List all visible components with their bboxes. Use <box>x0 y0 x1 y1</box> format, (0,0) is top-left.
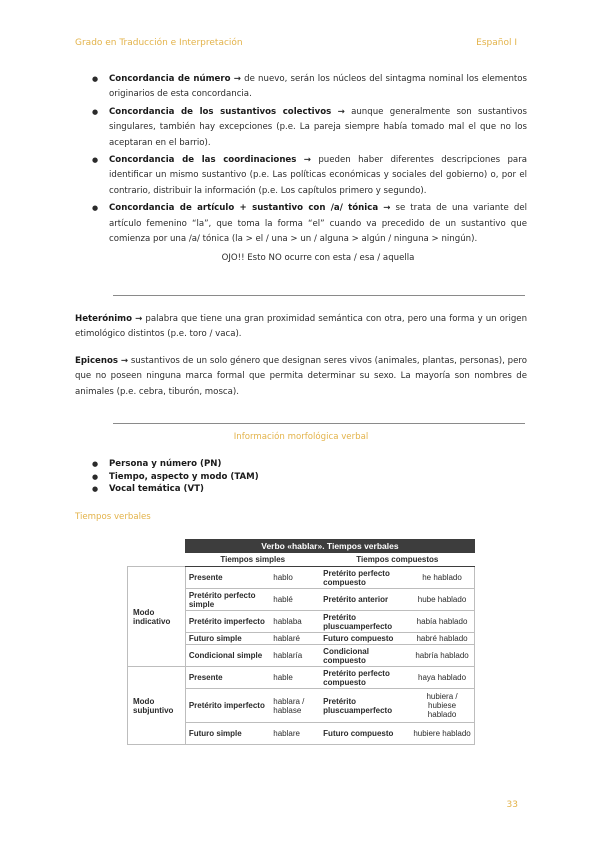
info-list-container <box>75 458 527 496</box>
info-list <box>75 458 527 496</box>
mode-subjuntivo: Modo subjuntivo <box>128 667 186 745</box>
concordancia-list <box>75 72 527 247</box>
col-header-compuestos: Tiempos compuestos <box>320 553 474 567</box>
table-row: Pretérito imperfecto hablara / hablase Pretérito pluscuamperfecto hubiera / hubiese hablado <box>128 689 475 723</box>
page-number: 33 <box>506 800 518 810</box>
divider <box>113 295 525 296</box>
list-item: ● Concordancia de número → de nuevo, serán los núcleos del sintagma nominal los elementos originarios de esta concordancia. <box>109 72 527 103</box>
list-item: ● Vocal temática (VT) <box>109 483 527 496</box>
concordancia-section <box>75 72 527 263</box>
mode-indicativo: Modo indicativo <box>128 567 186 667</box>
table-row: Futuro simple hablaré Futuro compuesto habré hablado <box>128 633 475 645</box>
tiempos-title: Tiempos verbales <box>75 512 151 522</box>
table-row: Futuro simple hablare Futuro compuesto hubiere hablado <box>128 723 475 745</box>
table-row: Modo indicativo Presente hablo Pretérito perfecto compuesto he hablado <box>128 567 475 589</box>
table-row: Condicional simple hablaría Condicional compuesto habría hablado <box>128 645 475 667</box>
table-row: Pretérito imperfecto hablaba Pretérito pluscuamperfecto había hablado <box>128 611 475 633</box>
table-row: Modo subjuntivo Presente hable Pretérito perfecto compuesto haya hablado <box>128 667 475 689</box>
heteronimo-paragraph: Heterónimo → palabra que tiene una gran proximidad semántica con otra, pero una forma y un origen etimológico distintos (p.e. toro / vaca). <box>75 314 528 340</box>
divider <box>113 423 525 424</box>
table-row: Pretérito perfecto simple hablé Pretérito anterior hube hablado <box>128 589 475 611</box>
list-item: ● Concordancia de artículo + sustantivo con /a/ tónica → se trata de una variante del artículo femenino “la”, que toma la forma “el” cuando va precedido de un sustantivo que comienza por una /a/ tónica (la > el / una > un / alguna > algún / ninguna > ningún). <box>109 201 527 247</box>
header-course: Grado en Traducción e Interpretación <box>75 38 243 48</box>
ojo-note: OJO!! Esto NO ocurre con esta / esa / aquella <box>221 253 415 264</box>
list-item: ● Persona y número (PN) <box>109 458 527 471</box>
header-subject: Español I <box>476 38 517 48</box>
list-item: ● Concordancia de los sustantivos colectivos → aunque generalmente son sustantivos singulares, también hay excepciones (p.e. La pareja siempre había tomado mal el que no los aceptaran en el barrio). <box>109 105 527 151</box>
col-header-simple: Tiempos simples <box>185 553 320 567</box>
list-item: ● Tiempo, aspecto y modo (TAM) <box>109 471 527 484</box>
epicenos-paragraph: Epicenos → sustantivos de un solo género que designan seres vivos (animales, plantas, personas), pero que no poseen ninguna marca formal que permita determinar su sexo. La mayoría son nombres de animales (p.e. cebra, tiburón, mosca). <box>75 356 528 397</box>
table-title: Verbo «hablar». Tiempos verbales <box>185 539 474 553</box>
info-section-title: Información morfológica verbal <box>233 432 369 442</box>
verb-tenses-table <box>127 539 475 745</box>
list-item: ● Concordancia de las coordinaciones → pueden haber diferentes descripciones para identificar un mismo sustantivo (p.e. Las políticas económicas y sociales del gobierno) o, por el contrario, distribuir la información (p.e. Los capítulos primero y segundo). <box>109 153 527 199</box>
